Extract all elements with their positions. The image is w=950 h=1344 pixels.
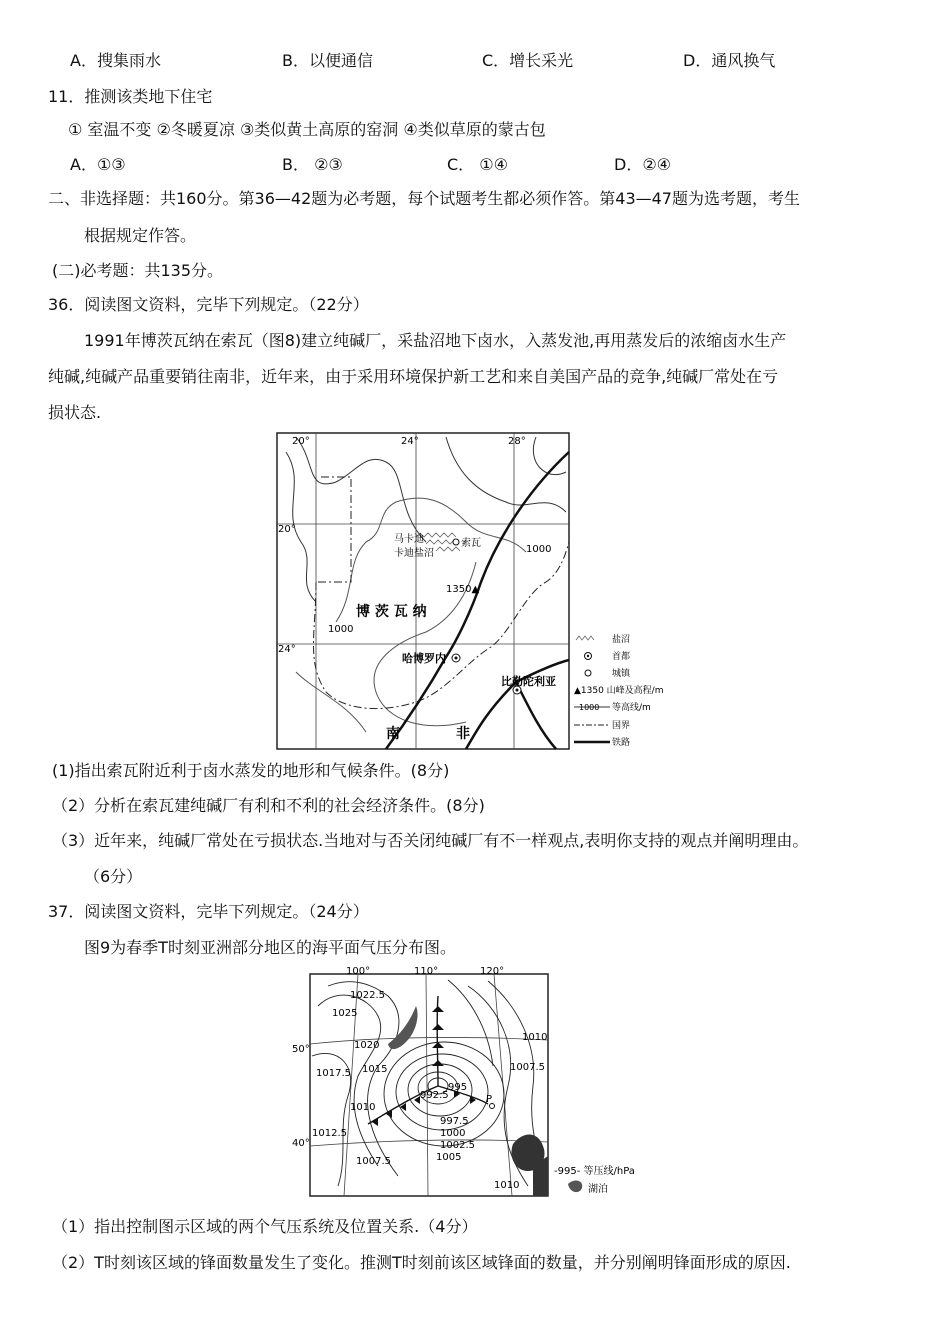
- map8-sa-label1: 南: [386, 726, 400, 742]
- map8-sa-label2: 非: [456, 726, 470, 742]
- q36-sub3: （3）近年来，纯碱厂常处在亏损状态.当地对与否关闭纯碱厂有不一样观点,表明你支持的观点并阐明理由。: [52, 831, 809, 850]
- map9-lon-100: 100°: [346, 966, 371, 977]
- q11-option-b: B． ②③: [282, 155, 343, 174]
- point-p-label: P: [486, 1094, 493, 1105]
- isobar-label-7: 1012.5: [312, 1128, 347, 1139]
- map8-lon-28: 28°: [508, 436, 526, 447]
- q11-option-c: C． ①④: [447, 155, 508, 174]
- isobar-label-4: 1017.5: [316, 1068, 351, 1079]
- q37-sub1: （1）指出控制图示区域的两个气压系统及位置关系.（4分）: [52, 1217, 478, 1236]
- legend-capital-label: 首都: [612, 652, 631, 662]
- map9-lat-50: 50°: [292, 1044, 310, 1055]
- legend-lake-label: 湖泊: [588, 1184, 608, 1195]
- map9-lon-120: 120°: [480, 966, 505, 977]
- section2-line2: 根据规定作答。: [84, 226, 197, 245]
- section2-subheading: (二)必考题：共135分。: [52, 261, 224, 280]
- map8-contour-label1: 1000: [526, 544, 552, 555]
- isobar-label-12: 1000: [440, 1128, 466, 1139]
- isobar-label-6: 1010: [350, 1102, 376, 1113]
- legend-contour-label: 等高线/m: [612, 703, 651, 713]
- isobar-label-9: 995: [448, 1082, 468, 1093]
- section2-line1: 二、非选择题：共160分。第36—42题为必考题，每个试题考生都必须作答。第43—47题为选考题，考生: [48, 189, 800, 208]
- legend-saltpan-icon: [576, 636, 594, 640]
- legend-border-label: 国界: [612, 721, 631, 731]
- q36-sub3-points: （6分）: [84, 867, 143, 886]
- q11-option-a: A．①③: [70, 155, 126, 174]
- q37-stem: 37．阅读图文资料，完毕下列规定。（24分）: [48, 902, 369, 921]
- legend-saltpan-label: 盐沼: [612, 635, 631, 645]
- map9-lat-40: 40°: [292, 1138, 310, 1149]
- q11-items: ① 室温不变 ②冬暖夏凉 ③类似黄土高原的窑洞 ④类似草原的蒙古包: [68, 120, 546, 139]
- q10-option-b: B．以便通信: [282, 51, 373, 70]
- q10-option-c: C．增长采光: [482, 51, 574, 70]
- map8-country-label: 博 茨 瓦 纳: [356, 604, 427, 620]
- q11-option-d: D．②④: [614, 155, 672, 174]
- q36-stem: 36．阅读图文资料，完毕下列规定。（22分）: [48, 295, 369, 314]
- legend-lake-icon: [568, 1181, 582, 1193]
- pressure-map-figure: [292, 966, 678, 1200]
- map8-lon-24: 24°: [401, 436, 419, 447]
- isobar-label-8: 1007.5: [356, 1156, 391, 1167]
- map8-peak-label: 1350▲: [446, 584, 480, 595]
- q37-sub2: （2）T时刻该区域的锋面数量发生了变化。推测T时刻前该区域锋面的数量，并分别阐明锋面形成的原因.: [52, 1253, 791, 1272]
- q10-option-a: A．搜集雨水: [70, 51, 161, 70]
- map8-sowa-label: 索瓦: [461, 538, 481, 549]
- map8-lat-20: 20°: [278, 524, 296, 535]
- map8-saltpan-label2: 卡迪盐沼: [394, 548, 434, 559]
- legend-isobar-label: -995- 等压线/hPa: [554, 1166, 635, 1177]
- q36-sub2: （2）分析在索瓦建纯碱厂有利和不利的社会经济条件。(8分): [52, 796, 485, 815]
- map8-saltpan-label1: 马卡迪: [394, 534, 424, 545]
- legend-peak-label: ▲1350 山峰及高程/m: [574, 686, 664, 696]
- map8-pretoria-label: 比勒陀利亚: [501, 675, 556, 688]
- isobar-label-1: 1022.5: [350, 990, 385, 1001]
- isobar-label-15: 1010: [522, 1032, 548, 1043]
- q10-option-d: D．通风换气: [683, 51, 776, 70]
- isobar-label-10: 992.5: [420, 1090, 449, 1101]
- map8-lat-24: 24°: [278, 644, 296, 655]
- q36-sub1: (1)指出索瓦附近利于卤水蒸发的地形和气候条件。(8分): [52, 761, 450, 780]
- legend-town-icon: [585, 670, 591, 676]
- isobar-label-14: 1005: [436, 1152, 462, 1163]
- isobar-label-3: 1020: [354, 1040, 380, 1051]
- q36-para-line1: 1991年博茨瓦纳在索瓦（图8)建立纯碱厂，采盐沼地下卤水，入蒸发池,再用蒸发后的浓缩卤水生产: [84, 331, 787, 350]
- isobar-label-11: 997.5: [440, 1116, 469, 1127]
- q36-para-line3: 损状态.: [48, 403, 102, 422]
- botswana-map-figure: [276, 432, 676, 752]
- map8-lon-20: 20°: [292, 436, 310, 447]
- isobar-label-13: 1002.5: [440, 1140, 475, 1151]
- map8-contour-label2: 1000: [328, 624, 354, 635]
- isobar-label-17: 1010: [494, 1180, 520, 1191]
- map8-gaborone-label: 哈博罗内: [402, 652, 446, 665]
- legend-rail-label: 铁路: [612, 738, 631, 748]
- q37-para: 图9为春季T时刻亚洲部分地区的海平面气压分布图。: [84, 938, 456, 957]
- q11-stem: 11．推测该类地下住宅: [48, 87, 213, 106]
- map9-lon-110: 110°: [414, 966, 439, 977]
- isobar-label-2: 1025: [332, 1008, 358, 1019]
- legend-contour-number: 1000: [579, 703, 600, 712]
- q36-para-line2: 纯碱,纯碱产品重要销往南非，近年来，由于采用环境保护新工艺和来自美国产品的竞争,纯碱厂常处在亏: [48, 367, 779, 386]
- isobar-label-16: 1007.5: [510, 1062, 545, 1073]
- isobar-label-5: 1015: [362, 1064, 388, 1075]
- legend-town-label: 城镇: [612, 669, 631, 679]
